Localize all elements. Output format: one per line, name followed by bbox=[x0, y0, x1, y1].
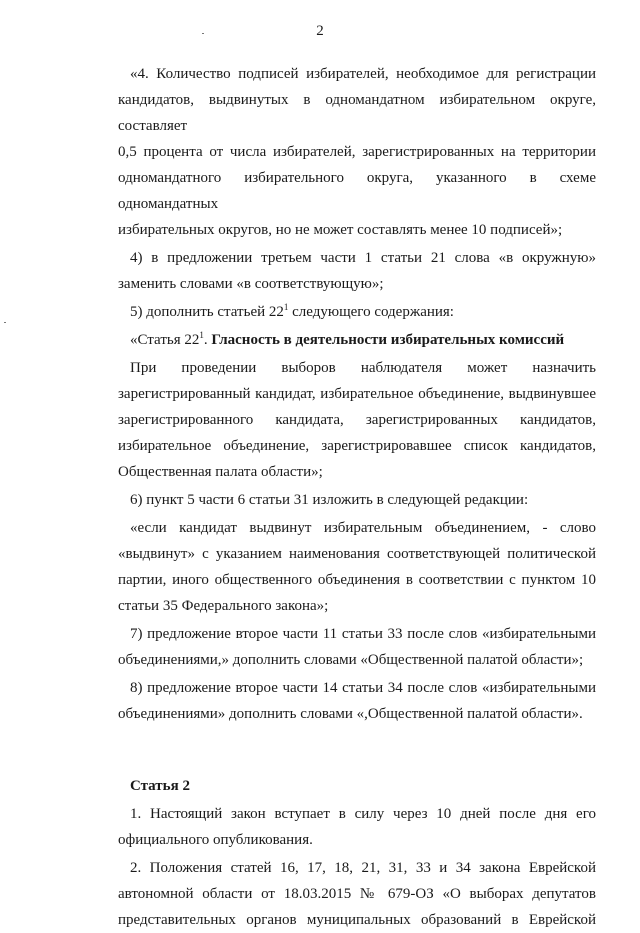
paragraph-line: «4. Количество подписей избирателей, необходимое для регистрации bbox=[130, 66, 596, 82]
text-run: следующего содержания: bbox=[288, 304, 454, 320]
paragraph-line: 8) предложение второе части 14 статьи 34 после слов «избирательными bbox=[130, 680, 596, 696]
paragraph-line: 0,5 процента от числа избирателей, зарегистрированных на территории bbox=[118, 144, 596, 160]
paragraph-line: При проведении выборов наблюдателя может назначить bbox=[130, 360, 596, 376]
paragraph-line bbox=[118, 299, 596, 325]
paragraph-line: Общественная палата области»; bbox=[118, 464, 323, 480]
superscript: 1 bbox=[199, 330, 204, 340]
paragraph-line: официального опубликования. bbox=[118, 832, 313, 848]
paragraph-line: 1. Настоящий закон вступает в силу через 10 дней после дня его bbox=[130, 806, 596, 822]
article-title: Гласность в деятельности избирательных комиссий bbox=[211, 332, 565, 348]
paragraph-line: заменить словами «в соответствующую»; bbox=[118, 276, 384, 292]
paragraph-line: автономной области от 18.03.2015 № 679-ОЗ «О выборах депутатов bbox=[118, 886, 596, 902]
paragraph-line: избирательное объединение, зарегистрировавшее список кандидатов, bbox=[118, 438, 596, 454]
page-number: 2 bbox=[316, 23, 324, 39]
paragraph-line: 7) предложение второе части 11 статьи 33 после слов «избирательными bbox=[130, 626, 596, 642]
text-run: . bbox=[203, 332, 212, 348]
paragraph-line: «если кандидат выдвинут избирательным объединением, - слово bbox=[130, 520, 596, 536]
document-body bbox=[118, 61, 596, 933]
paragraph-line: статьи 35 Федерального закона»; bbox=[118, 598, 329, 614]
paragraph-line: 2. Положения статей 16, 17, 18, 21, 31, 33 и 34 закона Еврейской bbox=[130, 860, 596, 876]
section-heading: Статья 2 bbox=[130, 778, 190, 794]
superscript: 1 bbox=[283, 302, 289, 312]
scan-speck bbox=[4, 322, 6, 323]
paragraph-line: зарегистрированного кандидата, зарегистрированных кандидатов, bbox=[118, 412, 596, 428]
paragraph-line: 4) в предложении третьем части 1 статьи 21 слова «в окружную» bbox=[130, 250, 596, 266]
text-run: 5) дополнить статьей 22 bbox=[130, 304, 284, 320]
paragraph-line: кандидатов, выдвинутых в одномандатном избирательном округе, составляет bbox=[118, 92, 596, 134]
paragraph-line: представительных органов муниципальных образований в Еврейской bbox=[118, 912, 596, 928]
scan-speck bbox=[202, 33, 204, 34]
paragraph-line: объединениями» дополнить словами «,Общественной палатой области». bbox=[118, 706, 583, 722]
paragraph-line: партии, иного общественного объединения в соответствии с пунктом 10 bbox=[118, 572, 596, 588]
paragraph-line: зарегистрированный кандидат, избирательное объединение, выдвинувшее bbox=[118, 386, 596, 402]
text-run: «Статья 22 bbox=[130, 332, 200, 348]
paragraph-line: 6) пункт 5 части 6 статьи 31 изложить в следующей редакции: bbox=[130, 492, 529, 508]
paragraph-line: одномандатного избирательного округа, указанного в схеме одномандатных bbox=[118, 170, 596, 212]
paragraph-line: объединениями,» дополнить словами «Общественной палатой области»; bbox=[118, 652, 584, 668]
article-heading bbox=[118, 327, 596, 353]
paragraph-line: «выдвинут» с указанием наименования соответствующей политической bbox=[118, 546, 596, 562]
paragraph-line: избирательных округов, но не может составлять менее 10 подписей»; bbox=[118, 222, 563, 238]
